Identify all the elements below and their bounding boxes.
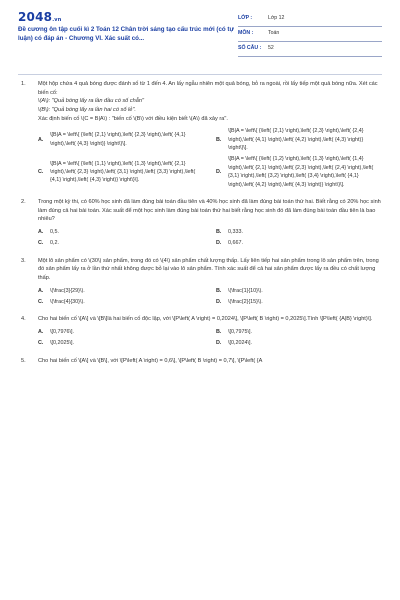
question-2 [18,198,382,248]
option-label: C. [38,240,44,247]
logo-suffix: .vn [52,17,62,23]
option-text: 0,5. [50,228,59,235]
meta-value: Lớp 12 [268,15,285,22]
question-4 [18,315,382,347]
answer-option-b[interactable] [216,328,382,336]
answer-options [38,328,382,348]
answer-options [38,127,382,189]
meta-key: MÔN : [238,30,254,37]
answer-options [38,228,382,248]
option-label: A. [38,228,44,235]
answer-option-c[interactable] [38,239,204,247]
answer-option-b[interactable] [216,228,382,236]
question-number: 4. [21,316,26,323]
option-text: \[0,7976\]. [50,329,74,335]
option-label: B. [216,136,222,143]
question-1 [18,80,382,189]
meta-row-question-count [238,42,382,57]
answer-option-c[interactable] [38,155,204,189]
option-label: D. [216,298,222,305]
question-text: Trong một kỳ thi, có 60% học sinh đã làm đúng bài toán đầu tiên và 40% học sinh đã làm đúng bài toán thứ hai. Biết rằng có 20% học sinh làm đúng cả hai bài toán. Xác suất để một học sinh làm đúng bài toán thứ hai biết rằng học sinh đó đã làm đúng bài toán đầu tiên là bao nhiêu? [38,198,381,223]
answer-option-c[interactable] [38,298,204,306]
option-label: C. [38,168,44,175]
question-text: Một hộp chứa 4 quả bóng được đánh số từ 1 đến 4. An lấy ngẫu nhiên một quả bóng, bỏ ra ngoài, rồi lấy tiếp một quả bóng nữa. Xét các biến cố: [38,81,378,96]
answer-option-b[interactable] [216,127,382,152]
option-label: D. [216,240,222,247]
option-label: C. [38,340,44,347]
question-text: Một lô sản phẩm có \(30\) sản phẩm, trong đó có \(4\) sản phẩm chất lượng thấp. Lấy liên tiếp hai sản phẩm trong lô sản phẩm trên, trong đó sản phẩm lấy ra ở lần thứ nhất không được bỏ lại vào lô sản phẩm. Tính xác suất để cả hai sản phẩm được lấy ra đều có chất lượng thấp. [38,257,379,281]
answer-option-a[interactable] [38,228,204,236]
question-text: \(B\): "Quả bóng lấy ra lần hai có số lẻ". [38,106,136,113]
option-label: D. [216,168,222,175]
answer-option-b[interactable] [216,287,382,295]
question-number: 3. [21,257,26,264]
question-5 [18,357,382,366]
answer-option-a[interactable] [38,127,204,152]
logo-text: 2048 [18,10,53,24]
document-title: Đề cương ôn tập cuối kì 2 Toán 12 Chân trời sáng tạo cấu trúc mới (có tự luận) có đáp án - Chương VI. Xác suất có... [18,26,234,42]
option-text: \(\frac{3}{29}\). [50,287,85,294]
document-meta [238,12,382,57]
question-number: 5. [21,357,26,364]
option-label: C. [38,298,44,305]
meta-value: Toán [268,30,280,37]
option-text: \[0,2024\]. [228,340,252,347]
answer-option-a[interactable] [38,287,204,295]
question-text: Xác định biến cố \(C = B|A\) : "biến cố \(B\) với điều kiện biết \(A\) đã xảy ra". [38,115,228,122]
question-number: 1. [21,81,26,87]
option-label: D. [216,340,222,347]
option-text: \[B|A = \left\{ {\left( {2,1} \right),\left( {2,3} \right),\left( {2,4} \right),\left( {4,1} \right),\left( {4,2} \right),\left( {4,3} \right)} \right\}\]. [228,128,364,152]
option-label: A. [38,136,44,143]
meta-key: LỚP : [238,15,253,22]
meta-row-subject [238,27,382,42]
answer-options [38,287,382,307]
option-text: 0,2. [50,240,59,247]
question-text: \(A\): "Quả bóng lấy ra lần đầu có số chẵn" [38,98,144,105]
option-text: \[B|A = \left\{ {\left( {1,2} \right),\left( {1,3} \right),\left( {1,4} \right),\left( {2,1} \right),\left( {2,3} \right),\left( {2,4} \right),\left( {3,1} \right),\left( {3,2} \right),\left( {3,4} \right),\left( {4,1} \right),\left( {4,2} \right),\left( {4,3} \right)} \right\}\]. [228,156,374,188]
meta-key: SỐ CÂU : [238,45,262,52]
option-label: B. [216,329,222,335]
option-text: \[B|A = \left\{ {\left( {2,1} \right),\left( {2,3} \right),\left( {4,1} \right),\left( {4,3} \right)} \right\}\]. [50,132,186,147]
question-text: Cho hai biến cố \[A\] và \[B\]là hai biến cố độc lập, với \[P\left( A \right) = 0,2024\], \[P\left( B \right) = 0,2025\].Tính \[P\left( {A|B} \right)\]. [38,316,373,323]
meta-row-class [238,12,382,27]
option-label: B. [216,228,222,235]
option-text: 0,333. [228,228,243,235]
document-header [18,10,382,64]
question-3 [18,257,382,307]
option-text: \[0,2025\]. [50,340,74,347]
option-text: \[0,7975\]. [228,329,252,335]
option-text: \[B|A = \left\{ {\left( {1,1} \right),\left( {1,3} \right),\left( {2,1} \right),\left( {2,3} \right),\left( {3,1} \right),\left( {3,3} \right),\left( {4,1} \right),\left( {4,3} \right)} \right\}\]. [50,160,196,184]
site-logo[interactable] [18,10,62,27]
option-text: 0,667. [228,240,243,247]
option-text: \(\frac{4}{30}\). [50,298,85,305]
answer-option-a[interactable] [38,328,204,336]
question-text: Cho hai biến cố \[A\] và \[B\], với \[P\left( A \right) = 0,6\], \[P\left( B \right) = 0,7\], \[P\left( {A [38,357,263,364]
answer-option-d[interactable] [216,155,382,189]
header-divider [18,74,382,75]
option-text: \(\frac{2}{15}\). [228,298,263,305]
answer-option-c[interactable] [38,339,204,347]
option-label: B. [216,287,222,294]
answer-option-d[interactable] [216,339,382,347]
question-list [18,80,382,374]
option-text: \(\frac{1}{10}\). [228,287,263,294]
question-number: 2. [21,198,26,205]
meta-value: 52 [268,45,274,52]
answer-option-d[interactable] [216,239,382,247]
option-label: A. [38,329,44,335]
option-label: A. [38,287,44,294]
answer-option-d[interactable] [216,298,382,306]
